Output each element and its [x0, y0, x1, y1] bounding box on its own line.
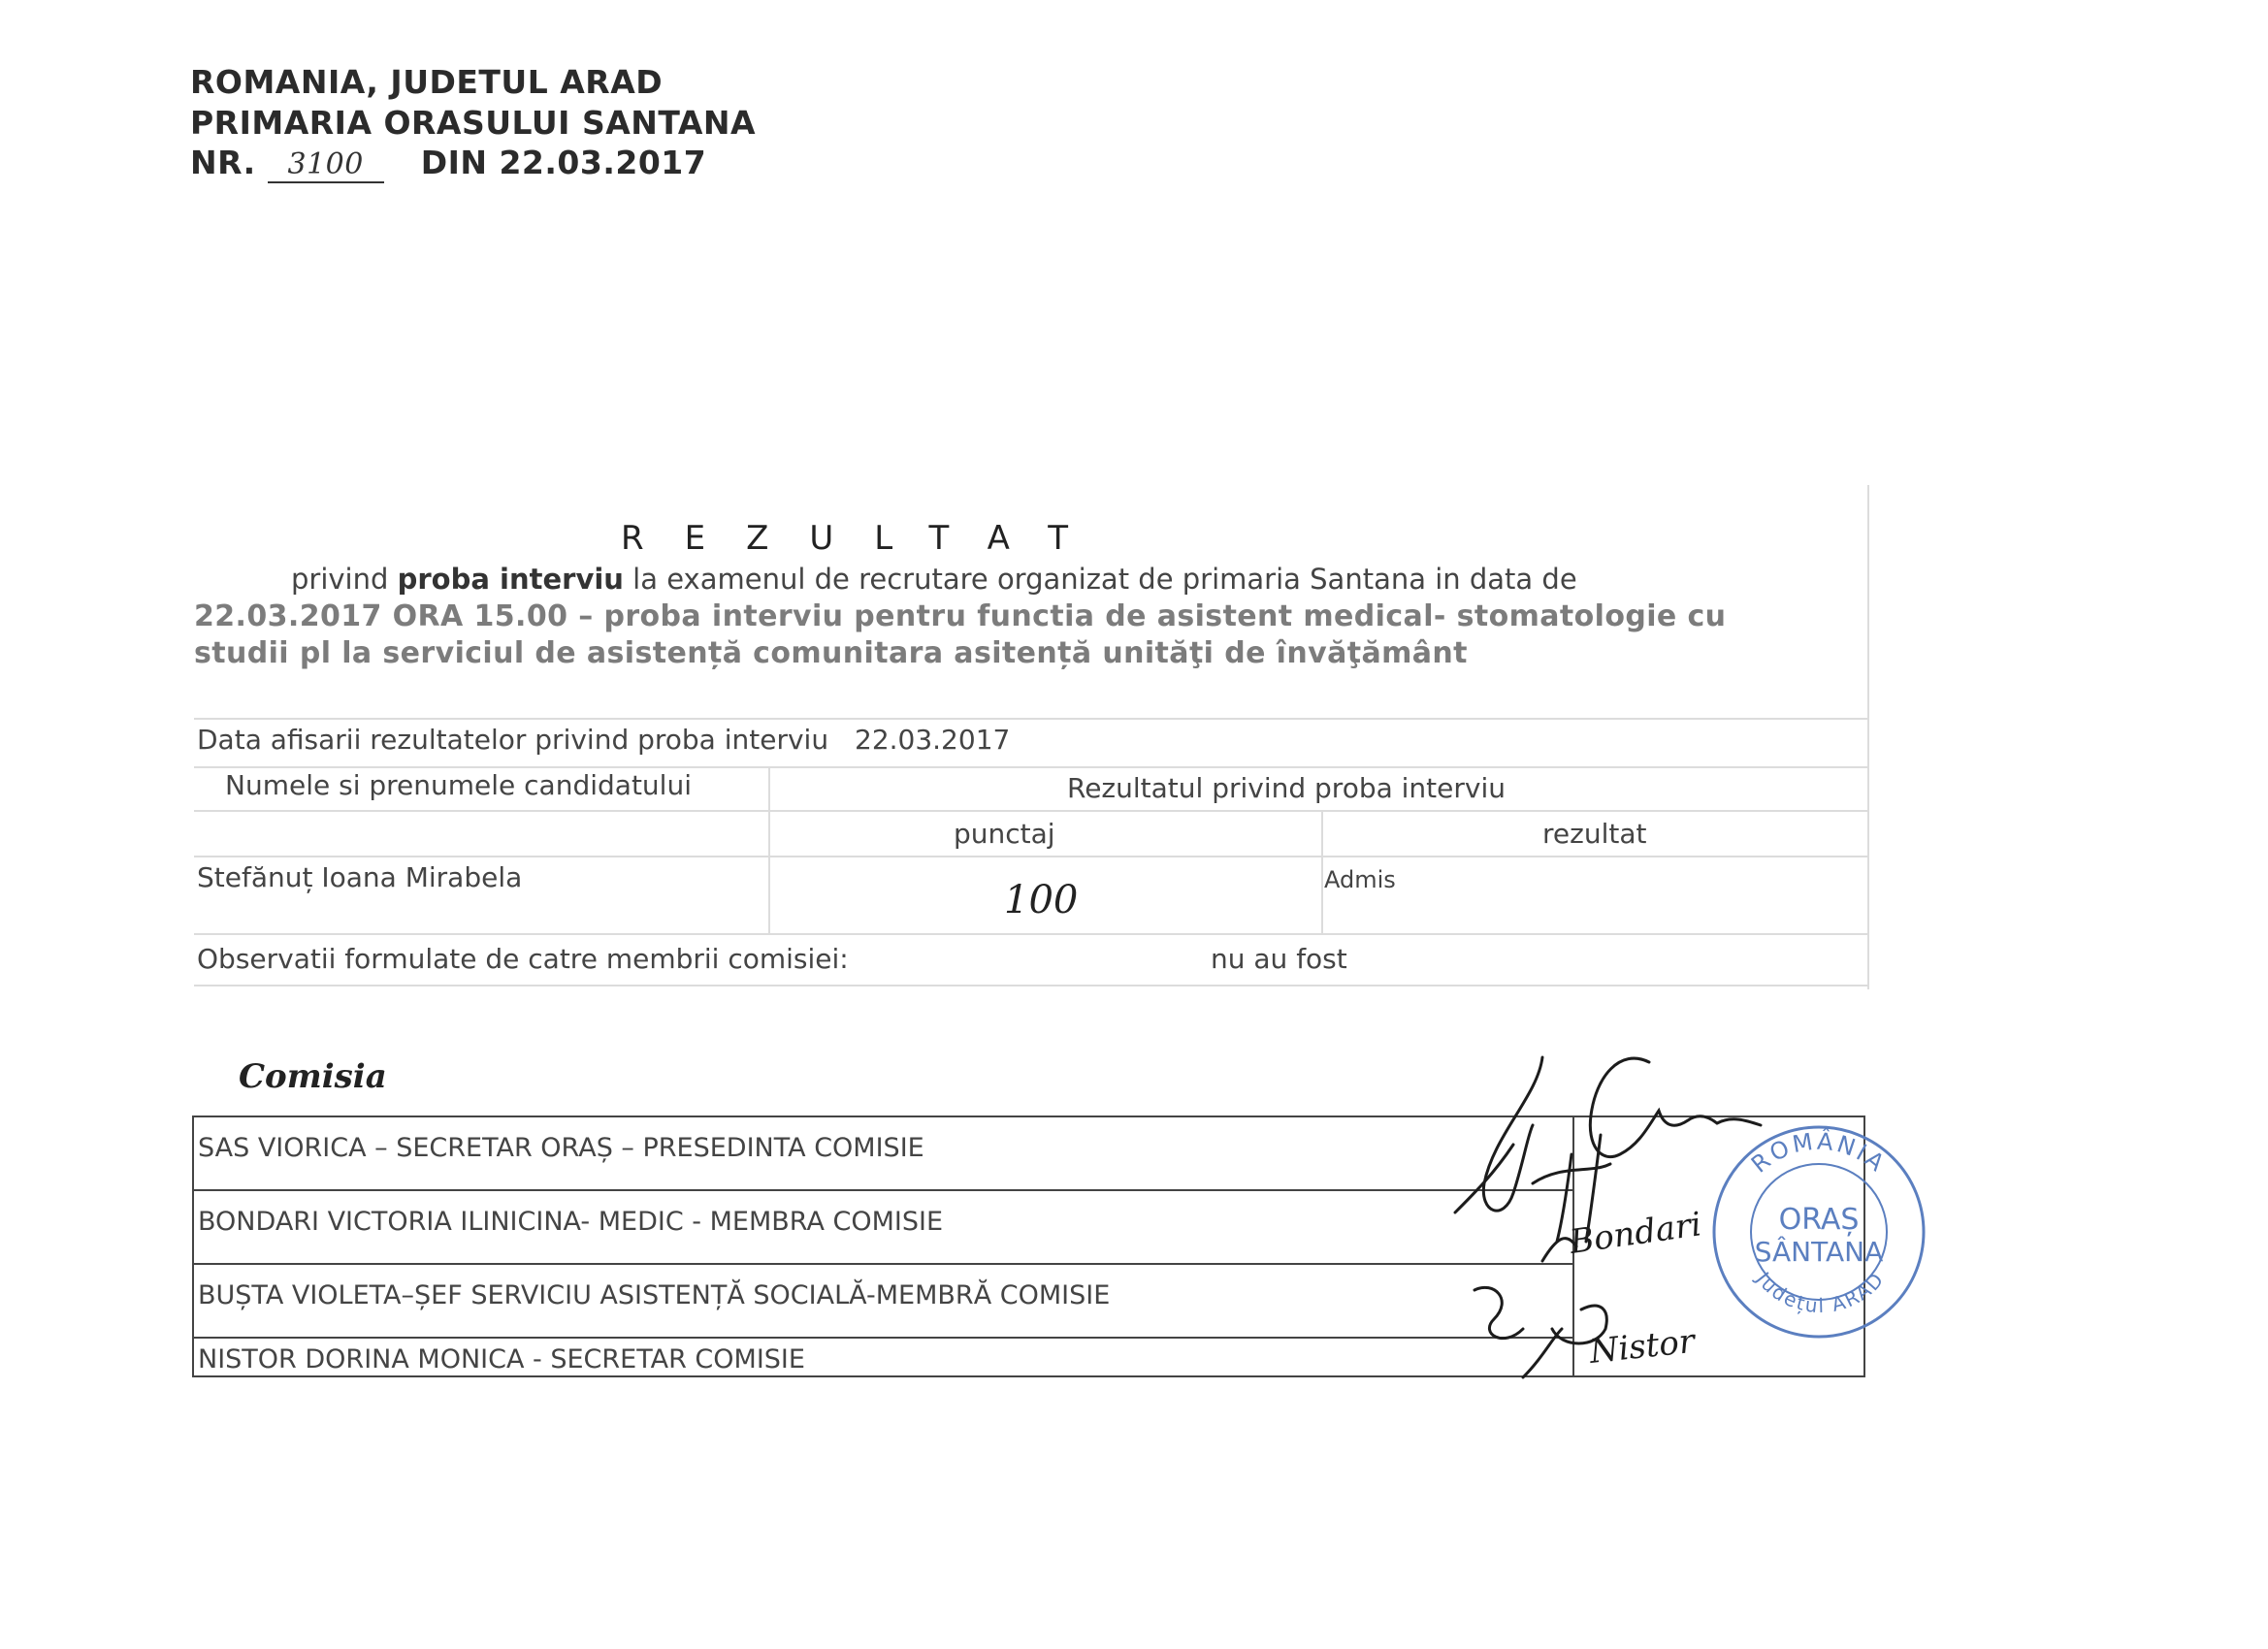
- grid-line: [194, 810, 1867, 812]
- svg-text:ROMÂNIA: [1746, 1127, 1892, 1179]
- grid-line: [194, 933, 1867, 935]
- col-result-group-header: Rezultatul privind proba interviu: [1067, 772, 1506, 804]
- candidate-score-handwritten: 100: [1004, 878, 1079, 922]
- intro-prefix: privind: [291, 563, 389, 596]
- stamp-bottom-text: Județul ARAD: [1751, 1267, 1890, 1318]
- display-date-row: [197, 724, 1010, 756]
- candidate-name: Stefănuț Ioana Mirabela: [197, 861, 523, 893]
- candidate-result: Admis: [1324, 866, 1396, 893]
- display-date-label: Data afisarii rezultatelor privind proba interviu: [197, 724, 829, 756]
- header-line-2: PRIMARIA ORASULUI SANTANA: [190, 104, 757, 142]
- grid-line: [194, 766, 1867, 768]
- grid-line: [194, 856, 1867, 857]
- intro-line-1: [291, 563, 1577, 596]
- header-line-1: ROMANIA, JUDETUL ARAD: [190, 63, 664, 101]
- signature-stroke: [1483, 1057, 1542, 1211]
- svg-text:Județul ARAD: [1750, 1266, 1889, 1317]
- grid-line: [768, 766, 770, 933]
- commission-member-row: NISTOR DORINA MONICA - SECRETAR COMISIE: [198, 1344, 805, 1374]
- registration-number: [190, 144, 706, 183]
- signature-stroke: [1523, 1329, 1562, 1377]
- intro-suffix: la examenul de recrutare organizat de primaria Santana in data de: [632, 563, 1577, 596]
- stamp-top-text: ROMÂNIA: [1746, 1127, 1892, 1179]
- official-stamp: [1707, 1120, 1930, 1343]
- signature-stroke: [1474, 1287, 1523, 1338]
- commission-member-row: SAS VIORICA – SECRETAR ORAȘ – PRESEDINTA COMISIE: [194, 1117, 1572, 1191]
- observations-value: nu au fost: [1211, 943, 1347, 975]
- display-date-value: 22.03.2017: [855, 724, 1011, 756]
- intro-line-3: studii pl la serviciul de asistență comunitara asitență unităţi de învăţământ: [194, 636, 1468, 670]
- intro-line-2: 22.03.2017 ORA 15.00 – proba interviu pentru functia de asistent medical- stomatologie cu: [194, 599, 1727, 633]
- grid-line: [1321, 810, 1323, 933]
- signature-bondari: Bondari: [1567, 1205, 1704, 1262]
- commission-member-row: BUȘTA VIOLETA–ȘEF SERVICIU ASISTENȚĂ SOCIALĂ-MEMBRĂ COMISIE: [194, 1265, 1572, 1339]
- nr-value-handwritten: 3100: [268, 147, 384, 183]
- commission-handwritten-label: Comisia: [239, 1057, 387, 1096]
- col-name-header: Numele si prenumele candidatului: [225, 769, 692, 801]
- nr-label: NR.: [190, 144, 256, 181]
- grid-right-border: [1867, 485, 1869, 989]
- observations-label: Observatii formulate de catre membrii comisiei:: [197, 943, 849, 975]
- col-score-header: punctaj: [954, 818, 1055, 850]
- grid-line: [194, 718, 1867, 720]
- commission-member-row: BONDARI VICTORIA ILINICINA- MEDIC - MEMBRA COMISIE: [194, 1191, 1572, 1265]
- intro-bold: proba interviu: [397, 563, 624, 596]
- col-result-header: rezultat: [1542, 818, 1647, 850]
- signature-nistor: Nistor: [1587, 1321, 1697, 1372]
- grid-line: [194, 985, 1867, 986]
- stamp-center-line-2: SÂNTANA: [1754, 1236, 1884, 1268]
- stamp-center-line-1: ORAȘ: [1778, 1203, 1860, 1237]
- document-title: REZULTAT: [621, 519, 1110, 558]
- nr-date: DIN 22.03.2017: [420, 144, 707, 181]
